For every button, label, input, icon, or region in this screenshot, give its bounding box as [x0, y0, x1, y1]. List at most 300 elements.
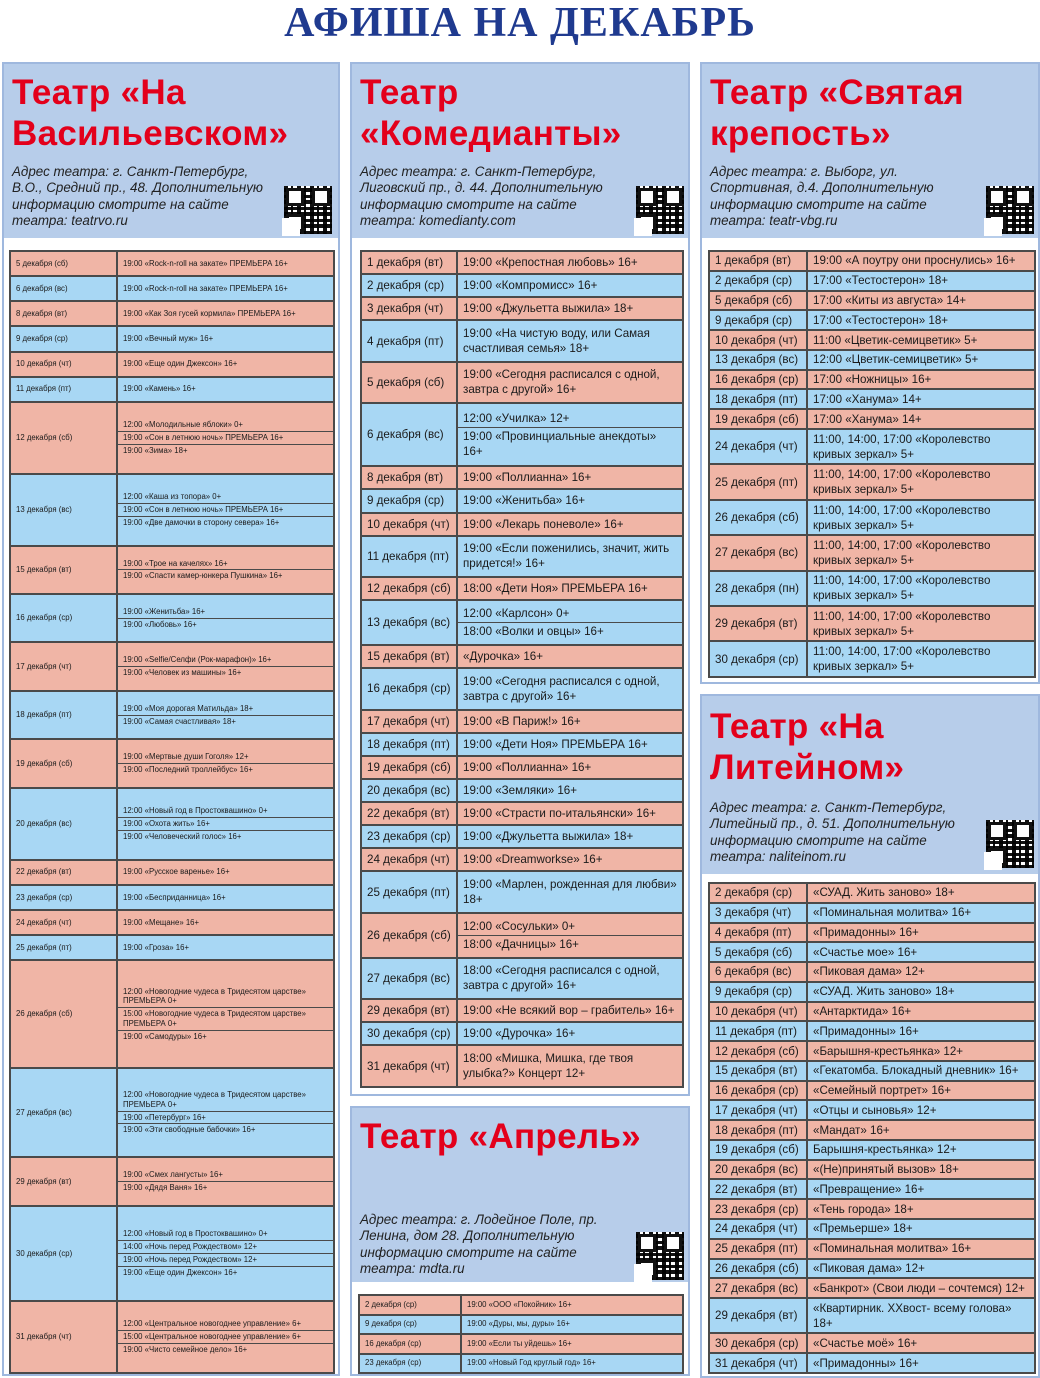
schedule-event: 19:00 «Дядя Ваня» 16+ — [118, 1181, 333, 1194]
schedule-events — [117, 474, 334, 546]
schedule-date: 22 декабря (вт) — [10, 860, 117, 885]
schedule-row — [10, 910, 334, 935]
schedule-event: 19:00 «На чистую воду, или Самая счастливая семья» 18+ — [463, 327, 650, 355]
schedule-event: 12:00 «Карлсон» 0+ — [463, 607, 570, 621]
schedule-event: 19:00 «Смех лангусты» 16+ — [123, 1170, 223, 1180]
theatre-panel-vasilyevskom — [2, 62, 340, 1376]
schedule-date: 13 декабря (вс) — [10, 474, 117, 546]
schedule-row — [10, 788, 334, 860]
schedule-event: 19:00 «В Париж!» 16+ — [463, 714, 581, 728]
schedule-event: 17:00 «Ханума» 14+ — [813, 392, 922, 406]
schedule-date: 9 декабря (ср) — [10, 326, 117, 351]
schedule-date: 19 декабря (сб) — [709, 409, 807, 429]
schedule-event: 19:00 «Вечный муж» 16+ — [123, 334, 214, 344]
schedule-date: 1 декабря (вт) — [709, 251, 807, 271]
schedule-event: «Банкрот» (Свои люди – сочтемся) 12+ — [813, 1281, 1025, 1295]
schedule-event: 18:00 «Дачницы» 16+ — [458, 935, 682, 953]
schedule-row — [361, 871, 683, 912]
schedule-date: 18 декабря (пт) — [709, 389, 807, 409]
schedule-date: 8 декабря (вт) — [361, 466, 457, 489]
theatre-panel-komedianty — [350, 62, 690, 1096]
schedule-event: «Поминальная молитва» 16+ — [813, 1242, 972, 1256]
schedule-event: Барышня-крестьянка» 12+ — [813, 1143, 957, 1157]
schedule-date: 30 декабря (ср) — [709, 1333, 807, 1353]
schedule-row — [361, 958, 683, 999]
schedule-event: 19:00 «Сегодня расписался с одной, завтра с другой» 16+ — [463, 368, 660, 397]
schedule-event: 17:00 «Ханума» 14+ — [813, 412, 922, 426]
schedule-events — [457, 362, 683, 403]
schedule-row — [709, 464, 1035, 499]
schedule-date: 3 декабря (чт) — [709, 903, 807, 923]
schedule-events — [117, 251, 334, 276]
schedule-row — [10, 474, 334, 546]
schedule-date: 19 декабря (сб) — [709, 1140, 807, 1160]
theatre-header — [702, 64, 1038, 238]
schedule-row — [361, 848, 683, 871]
schedule-events — [117, 935, 334, 960]
schedule-date: 22 декабря (вт) — [709, 1179, 807, 1199]
schedule-date: 18 декабря (пт) — [709, 1120, 807, 1140]
schedule-date: 27 декабря (вс) — [361, 958, 457, 999]
schedule-row — [10, 1068, 334, 1158]
theatre-address: Адрес театра: г. Санкт-Петербург, Лиговский пр., д. 44. Дополнительную информацию смотрите на сайте театра: komedianty.com — [360, 164, 603, 229]
schedule-events — [457, 779, 683, 802]
schedule-date: 2 декабря (ср) — [709, 883, 807, 903]
qr-code-icon — [636, 1232, 684, 1280]
theatre-header — [702, 696, 1038, 874]
schedule-date: 2 декабря (ср) — [361, 274, 457, 297]
schedule-event: 19:00 «Чисто семейное дело» 16+ — [118, 1343, 333, 1356]
schedule-date: 17 декабря (чт) — [10, 642, 117, 690]
schedule-date: 10 декабря (чт) — [709, 330, 807, 350]
schedule-date: 9 декабря (ср) — [361, 489, 457, 512]
schedule-event: 11:00, 14:00, 17:00 «Королевство кривых зеркал» 5+ — [813, 645, 991, 674]
schedule-event: 19:00 «Провинциальные анекдоты» 16+ — [458, 427, 682, 460]
schedule-date: 16 декабря (ср) — [10, 594, 117, 642]
schedule-events — [807, 1041, 1035, 1061]
schedule-events — [807, 571, 1035, 606]
schedule-events — [461, 1354, 683, 1374]
schedule-date: 31 декабря (чт) — [361, 1045, 457, 1087]
schedule-event: 19:00 «Джульетта выжила» 18+ — [463, 302, 634, 316]
schedule-date: 10 декабря (чт) — [709, 1002, 807, 1022]
schedule-row — [709, 1219, 1035, 1239]
schedule-events — [807, 1278, 1035, 1298]
schedule-row — [709, 350, 1035, 370]
schedule-date: 23 декабря (ср) — [361, 825, 457, 848]
schedule-row — [359, 1315, 683, 1335]
schedule-row — [10, 594, 334, 642]
schedule-date: 11 декабря (пт) — [361, 536, 457, 577]
schedule-date: 19 декабря (сб) — [10, 739, 117, 787]
schedule-event: 19:00 «Поллианна» 16+ — [463, 471, 592, 485]
schedule-date: 20 декабря (вс) — [10, 788, 117, 860]
schedule-events — [807, 271, 1035, 291]
schedule-events — [457, 825, 683, 848]
schedule-row — [361, 362, 683, 403]
schedule-date: 16 декабря (ср) — [709, 370, 807, 390]
schedule-event: 18:00 «Мишка, Мишка, где твоя улыбка?» Концерт 12+ — [463, 1052, 634, 1081]
schedule-event: 11:00, 14:00, 17:00 «Королевство кривых зеркал» 5+ — [813, 609, 991, 638]
schedule-events — [807, 310, 1035, 330]
schedule-row — [709, 883, 1035, 903]
schedule-event: 14:00 «Ночь перед Рождеством» 12+ — [118, 1240, 333, 1253]
schedule-events — [807, 1333, 1035, 1353]
schedule-event: 19:00 «Человеческий голос» 16+ — [118, 830, 333, 843]
schedule-row — [10, 377, 334, 402]
schedule-events — [807, 1199, 1035, 1219]
schedule-events — [457, 320, 683, 361]
schedule-event: 19:00 «Мертвые души Гоголя» 12+ — [123, 752, 249, 762]
theatre-panel-svyataya-krepost — [700, 62, 1040, 684]
schedule-row — [361, 1022, 683, 1045]
schedule-event: 19:00 «Последний троллейбус» 16+ — [118, 763, 333, 776]
schedule-event: 11:00, 14:00, 17:00 «Королевство кривых зеркал» 5+ — [813, 432, 991, 461]
schedule-date: 5 декабря (сб) — [709, 942, 807, 962]
schedule-event: 12:00 «Каша из топора» 0+ — [123, 492, 222, 501]
schedule-event: 19:00 «Любовь» 16+ — [118, 618, 333, 631]
schedule-date: 3 декабря (чт) — [361, 297, 457, 320]
schedule-date: 23 декабря (ср) — [10, 885, 117, 910]
schedule-date: 31 декабря (чт) — [709, 1353, 807, 1373]
schedule-row — [361, 913, 683, 958]
schedule-events — [117, 739, 334, 787]
schedule-row — [709, 1100, 1035, 1120]
schedule-event: «Мандат» 16+ — [813, 1123, 890, 1137]
schedule-event: 19:00 «А поутру они проснулись» 16+ — [813, 254, 1016, 268]
schedule-table — [708, 250, 1036, 678]
schedule-row — [709, 271, 1035, 291]
schedule-events — [457, 913, 683, 958]
schedule-date: 12 декабря (сб) — [709, 1041, 807, 1061]
theatre-address: Адрес театра: г. Выборг, ул. Спортивная, д.4. Дополнительную информацию смотрите на сайте театра: teatr-vbg.ru — [710, 164, 934, 229]
schedule-date: 13 декабря (вс) — [361, 600, 457, 645]
schedule-row — [361, 577, 683, 600]
schedule-events — [807, 1021, 1035, 1041]
schedule-events — [807, 370, 1035, 390]
schedule-events — [457, 466, 683, 489]
schedule-events — [457, 871, 683, 912]
schedule-event: 19:00 «Не всякий вор – грабитель» 16+ — [463, 1004, 675, 1018]
schedule-event: 19:00 «Две дамочки в сторону севера» 16+ — [118, 516, 333, 529]
schedule-table — [9, 250, 335, 1374]
schedule-events — [457, 577, 683, 600]
schedule-event: 19:00 «Rock-n-roll на закате» ПРЕМЬЕРА 16+ — [123, 283, 288, 293]
schedule-events — [807, 429, 1035, 464]
schedule-events — [457, 251, 683, 274]
schedule-row — [10, 739, 334, 787]
schedule-row — [709, 500, 1035, 535]
theatre-header — [4, 64, 338, 238]
theatre-title: Театр «Апрель» — [360, 1117, 641, 1156]
schedule-date: 5 декабря (сб) — [10, 251, 117, 276]
schedule-event: «СУАД. Жить заново» 18+ — [813, 886, 955, 900]
schedule-event: «Отцы и сыновья» 12+ — [813, 1103, 937, 1117]
schedule-event: 19:00 «Зима» 18+ — [118, 444, 333, 457]
schedule-event: 19:00 «Новый Год круглый год» 16+ — [467, 1358, 596, 1368]
schedule-events — [457, 274, 683, 297]
schedule-row — [10, 276, 334, 301]
schedule-events — [117, 691, 334, 739]
theatre-panel-na-liteynom — [700, 694, 1040, 1378]
schedule-row — [709, 330, 1035, 350]
schedule-date: 31 декабря (чт) — [10, 1301, 117, 1373]
schedule-event: «Примадонны» 16+ — [813, 1024, 919, 1038]
schedule-event: 19:00 «Женитьба» 16+ — [123, 606, 206, 616]
schedule-row — [709, 962, 1035, 982]
schedule-events — [807, 923, 1035, 943]
schedule-event: 19:00 «Самодуры» 16+ — [118, 1030, 333, 1043]
schedule-event: 15:00 «Центральное новогоднее управление» 6+ — [118, 1330, 333, 1343]
schedule-events — [117, 1068, 334, 1158]
schedule-event: 19:00 «Страсти по-итальянски» 16+ — [463, 807, 656, 821]
schedule-event: 19:00 «Трое на качелях» 16+ — [123, 558, 228, 568]
schedule-date: 24 декабря (чт) — [10, 910, 117, 935]
schedule-row — [361, 297, 683, 320]
schedule-row — [10, 1206, 334, 1301]
schedule-row — [709, 1120, 1035, 1140]
schedule-date: 30 декабря (ср) — [10, 1206, 117, 1301]
schedule-row — [10, 251, 334, 276]
schedule-event: 19:00 «Человек из машины» 16+ — [118, 666, 333, 679]
schedule-row — [709, 1239, 1035, 1259]
schedule-event: 19:00 «Dreamworkse» 16+ — [463, 853, 603, 867]
schedule-row — [709, 1002, 1035, 1022]
schedule-row — [709, 1021, 1035, 1041]
schedule-events — [457, 536, 683, 577]
schedule-event: 12:00 «Училка» 12+ — [463, 411, 570, 425]
schedule-row — [10, 352, 334, 377]
schedule-events — [457, 848, 683, 871]
schedule-event: 19:00 «Джульетта выжила» 18+ — [463, 830, 634, 844]
schedule-date: 16 декабря (ср) — [359, 1334, 461, 1354]
schedule-events — [461, 1334, 683, 1354]
schedule-row — [10, 1301, 334, 1373]
schedule-event: «Антарктида» 16+ — [813, 1004, 912, 1018]
schedule-events — [461, 1315, 683, 1335]
schedule-date: 23 декабря (ср) — [709, 1199, 807, 1219]
schedule-row — [10, 935, 334, 960]
schedule-date: 25 декабря (пт) — [709, 464, 807, 499]
schedule-events — [807, 291, 1035, 311]
schedule-row — [10, 326, 334, 351]
schedule-event: 19:00 «Если поженились, значит, жить придется!» 16+ — [463, 542, 670, 571]
schedule-events — [807, 1081, 1035, 1101]
schedule-date: 1 декабря (вт) — [361, 251, 457, 274]
schedule-event: 19:00 «Компромисс» 16+ — [463, 279, 598, 293]
schedule-events — [117, 1157, 334, 1205]
schedule-event: «Счастье мое» 16+ — [813, 945, 918, 959]
schedule-event: 19:00 «Русское варенье» 16+ — [123, 867, 230, 877]
schedule-events — [807, 389, 1035, 409]
schedule-events — [117, 546, 334, 594]
schedule-date: 26 декабря (сб) — [10, 960, 117, 1067]
schedule-events — [461, 1295, 683, 1315]
schedule-events — [117, 276, 334, 301]
schedule-events — [807, 330, 1035, 350]
schedule-date: 9 декабря (ср) — [709, 982, 807, 1002]
schedule-date: 22 декабря (вт) — [361, 802, 457, 825]
schedule-events — [807, 1140, 1035, 1160]
schedule-row — [709, 429, 1035, 464]
schedule-event: 19:00 «Мещане» 16+ — [123, 917, 200, 927]
schedule-row — [361, 668, 683, 709]
schedule-event: 19:00 «Камень» 16+ — [123, 384, 196, 394]
schedule-event: 19:00 «Лекарь поневоле» 16+ — [463, 517, 624, 531]
schedule-event: «Пиковая дама» 12+ — [813, 965, 925, 979]
schedule-date: 19 декабря (сб) — [361, 756, 457, 779]
schedule-events — [457, 403, 683, 466]
schedule-date: 29 декабря (вт) — [10, 1157, 117, 1205]
schedule-events — [457, 710, 683, 733]
schedule-row — [361, 802, 683, 825]
schedule-row — [10, 885, 334, 910]
schedule-event: 15:00 «Новогодние чудеса в Тридесятом царстве» ПРЕМЬЕРА 0+ — [118, 1007, 333, 1030]
schedule-row — [709, 982, 1035, 1002]
schedule-events — [117, 1206, 334, 1301]
schedule-event: 19:00 «Моя дорогая Матильда» 18+ — [123, 703, 254, 713]
schedule-date: 25 декабря (пт) — [10, 935, 117, 960]
schedule-event: 19:00 «Как Зоя гусей кормила» ПРЕМЬЕРА 16+ — [123, 309, 296, 319]
theatre-panel-aprel — [350, 1106, 690, 1376]
schedule-events — [807, 251, 1035, 271]
schedule-row — [709, 641, 1035, 677]
schedule-events — [807, 1061, 1035, 1081]
schedule-event: «Семейный портрет» 16+ — [813, 1084, 951, 1098]
schedule-events — [117, 352, 334, 377]
schedule-events — [807, 962, 1035, 982]
schedule-row — [709, 606, 1035, 641]
schedule-events — [807, 1002, 1035, 1022]
schedule-date: 26 декабря (сб) — [361, 913, 457, 958]
schedule-events — [117, 960, 334, 1067]
schedule-row — [361, 1045, 683, 1087]
schedule-events — [807, 883, 1035, 903]
schedule-events — [807, 606, 1035, 641]
schedule-row — [361, 710, 683, 733]
schedule-event: 19:00 «Если ты уйдешь» 16+ — [467, 1338, 572, 1348]
schedule-events — [117, 860, 334, 885]
schedule-events — [807, 1259, 1035, 1279]
schedule-date: 25 декабря (пт) — [361, 871, 457, 912]
schedule-event: 19:00 «Еще один Джексон» 16+ — [123, 359, 238, 369]
schedule-row — [709, 251, 1035, 271]
schedule-row — [361, 403, 683, 466]
schedule-event: 19:00 «Selfie/Селфи (Рок-марафон)» 16+ — [123, 655, 272, 665]
schedule-event: 19:00 «Марлен, рожденная для любви» 18+ — [463, 878, 677, 907]
schedule-row — [709, 310, 1035, 330]
schedule-events — [117, 910, 334, 935]
schedule-event: «Гекатомба. Блокадный дневник» 16+ — [813, 1064, 1019, 1078]
schedule-event: «Превращение» 16+ — [813, 1182, 925, 1196]
schedule-event: 19:00 «Дуры, мы, дуры» 16+ — [467, 1319, 570, 1329]
schedule-event: 19:00 «Гроза» 16+ — [123, 942, 190, 952]
schedule-date: 30 декабря (ср) — [709, 641, 807, 677]
schedule-events — [807, 1353, 1035, 1373]
schedule-events — [807, 982, 1035, 1002]
schedule-date: 11 декабря (пт) — [10, 377, 117, 402]
schedule-event: 19:00 «Rock-n-roll на закате» ПРЕМЬЕРА 16+ — [123, 258, 288, 268]
schedule-row — [10, 402, 334, 474]
schedule-event: 12:00 «Новый год в Простоквашино» 0+ — [123, 806, 268, 816]
schedule-events — [117, 1301, 334, 1373]
schedule-row — [361, 756, 683, 779]
schedule-date: 28 декабря (пн) — [709, 571, 807, 606]
schedule-row — [361, 999, 683, 1022]
schedule-date: 6 декабря (вс) — [709, 962, 807, 982]
schedule-date: 11 декабря (пт) — [709, 1021, 807, 1041]
schedule-row — [709, 1140, 1035, 1160]
schedule-date: 4 декабря (пт) — [709, 923, 807, 943]
schedule-event: 12:00 «Сосульки» 0+ — [463, 919, 576, 933]
schedule-event: 17:00 «Ножницы» 16+ — [813, 373, 932, 387]
schedule-events — [117, 402, 334, 474]
schedule-row — [709, 1179, 1035, 1199]
schedule-date: 20 декабря (вс) — [361, 779, 457, 802]
schedule-row — [361, 645, 683, 668]
schedule-row — [709, 571, 1035, 606]
schedule-event: 19:00 «Дети Ноя» ПРЕМЬЕРА 16+ — [463, 737, 648, 751]
schedule-events — [457, 600, 683, 645]
schedule-events — [807, 641, 1035, 677]
qr-code-icon — [284, 186, 332, 234]
schedule-row — [709, 1160, 1035, 1180]
theatre-address: Адрес театра: г. Санкт-Петербург, В.О., Средний пр., 48. Дополнительную информацию смотрите на сайте театра: teatrvo.ru — [12, 164, 263, 229]
schedule-event: 11:00, 14:00, 17:00 «Королевство кривых зеркал» 5+ — [813, 503, 991, 532]
schedule-events — [457, 489, 683, 512]
schedule-row — [709, 535, 1035, 570]
schedule-event: 19:00 «ООО «Покойник» 16+ — [467, 1299, 572, 1309]
schedule-events — [457, 297, 683, 320]
schedule-row — [709, 409, 1035, 429]
schedule-table — [358, 1294, 684, 1374]
schedule-date: 25 декабря (пт) — [709, 1239, 807, 1259]
schedule-events — [457, 645, 683, 668]
schedule-date: 10 декабря (чт) — [10, 352, 117, 377]
schedule-events — [117, 377, 334, 402]
theatre-header — [352, 1108, 688, 1282]
schedule-event: 18:00 «Сегодня расписался с одной, завтра с другой» 16+ — [463, 964, 660, 993]
schedule-event: 11:00 «Цветик-семицветик» 5+ — [813, 333, 978, 347]
schedule-date: 4 декабря (пт) — [361, 320, 457, 361]
schedule-events — [807, 1239, 1035, 1259]
schedule-row — [709, 1061, 1035, 1081]
schedule-date: 29 декабря (вт) — [709, 606, 807, 641]
schedule-event: 19:00 «Эти свободные бабочки» 16+ — [118, 1123, 333, 1136]
schedule-date: 27 декабря (вс) — [709, 1278, 807, 1298]
qr-code-icon — [986, 186, 1034, 234]
schedule-row — [361, 251, 683, 274]
schedule-row — [10, 301, 334, 326]
schedule-event: 19:00 «Сон в летнюю ночь» ПРЕМЬЕРА 16+ — [118, 431, 333, 444]
schedule-date: 26 декабря (сб) — [709, 500, 807, 535]
schedule-event: 19:00 «Еще один Джексон» 16+ — [118, 1266, 333, 1279]
schedule-event: 12:00 «Молодильные яблоки» 0+ — [123, 420, 243, 430]
schedule-row — [361, 825, 683, 848]
schedule-date: 16 декабря (ср) — [361, 668, 457, 709]
schedule-row — [361, 274, 683, 297]
theatre-title: Театр «На Васильевском» — [12, 73, 289, 153]
schedule-row — [709, 1353, 1035, 1373]
schedule-date: 17 декабря (чт) — [709, 1100, 807, 1120]
schedule-events — [457, 513, 683, 536]
schedule-event: «(Не)принятый вызов» 18+ — [813, 1163, 959, 1177]
schedule-event: «Пиковая дама» 12+ — [813, 1261, 925, 1275]
schedule-events — [117, 301, 334, 326]
schedule-events — [807, 1219, 1035, 1239]
schedule-row — [709, 1278, 1035, 1298]
schedule-events — [807, 535, 1035, 570]
